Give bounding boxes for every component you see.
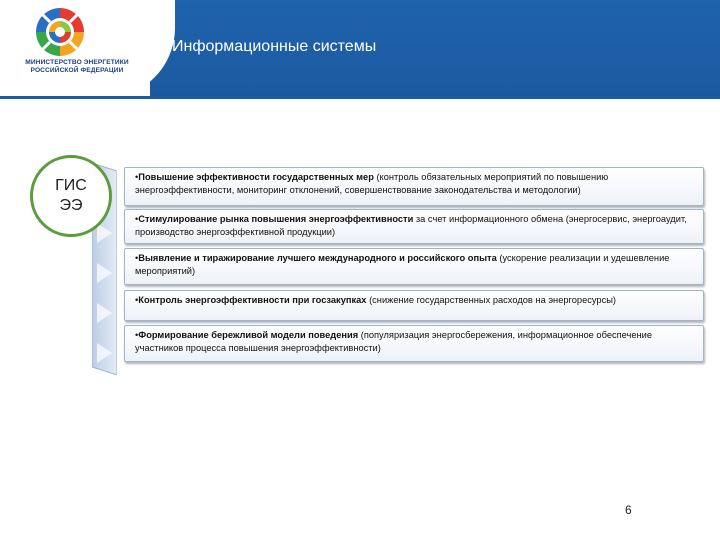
badge-line-1: ГИС [55, 177, 87, 194]
list-item-bullet: • [135, 253, 139, 263]
list-item-text: (снижение государственных расходов на энергоресурсы) [366, 295, 617, 305]
list-item-bullet: • [135, 330, 139, 340]
list-item-heading: Повышение эффективности государственных мер [138, 172, 374, 182]
header-divider [0, 96, 720, 99]
list-item-market [124, 209, 704, 244]
list-item-efficiency [124, 167, 704, 206]
gis-ee-badge [30, 155, 112, 237]
list-item-bullet: • [135, 172, 139, 182]
list-item-heading: Стимулирование рынка повышения энергоэффективности [138, 214, 414, 224]
list-item-bullet: • [135, 214, 139, 224]
badge-line-2: ЭЭ [59, 197, 83, 214]
list-item-text: за счет информационного обмена (энергосервис, энергоаудит, производство энергоэффективной продукции) [135, 214, 687, 237]
page-number: 6 [625, 503, 632, 517]
ministry-logo-icon [30, 4, 90, 60]
list-item-procurement [124, 290, 704, 321]
page-title: Информационные системы [172, 38, 377, 55]
list-item-text: (популяризация энергосбережения, информационное обеспечение участников процесса повышения энергоэффективности) [135, 330, 653, 353]
list-item-text: (ускорение реализации и удешевление мероприятий) [135, 253, 670, 276]
list-item-behavior-model [124, 325, 704, 362]
list-item-heading: Формирование бережливой модели поведения [138, 330, 359, 340]
list-item-heading: Контроль энергоэффективности при госзакупках [138, 295, 367, 305]
list-item-text: (контроль обязательных мероприятий по повышению энергоэффективности, мониторинг отклонений, совершенствование законодательства и методологии) [135, 172, 609, 195]
ministry-line-1: МИНИСТЕРСТВО ЭНЕРГЕТИКИ [25, 59, 129, 66]
ministry-name [2, 59, 152, 75]
ministry-line-2: РОССИЙСКОЙ ФЕДЕРАЦИИ [30, 67, 124, 74]
header [0, 0, 720, 98]
list-item-best-practice [124, 248, 704, 285]
list-item-bullet: • [135, 295, 139, 305]
list-item-heading: Выявление и тиражирование лучшего международного и российского опыта [138, 253, 497, 263]
